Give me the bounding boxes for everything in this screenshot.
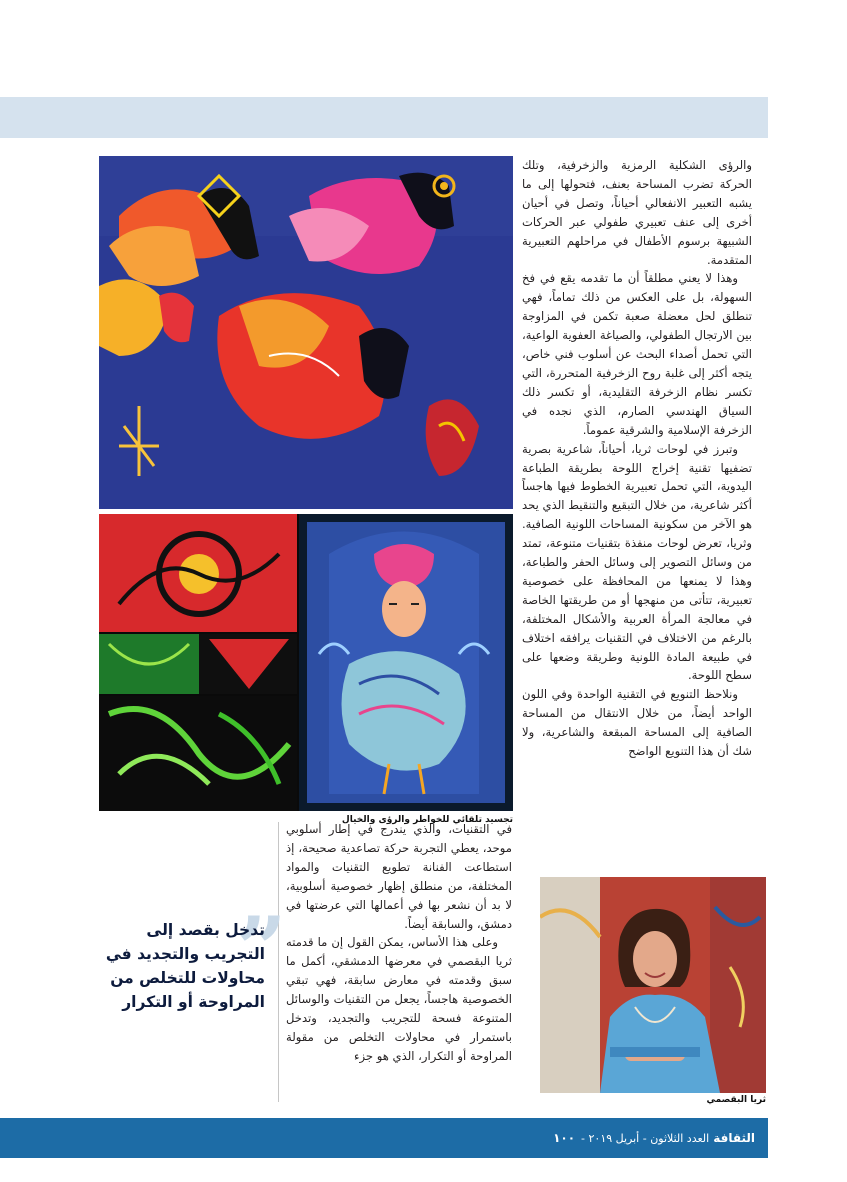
page-number: ١٠٠ xyxy=(553,1131,576,1145)
artwork-caption: تجسيد تلقائي للخواطر والرؤى والخيال xyxy=(341,815,513,825)
artist-photo xyxy=(540,877,766,1093)
photo-caption: ثريا البقصمي xyxy=(706,1095,766,1105)
paragraph: وعلى هذا الأساس، يمكن القول إن ما قدمته ثريا البقصمي في معرضها الدمشقي، أكمل ما سبق وقدمته في معارض سابقة، فهي تبقي الخصوصية هاجساً، يجعل من التقنيات والوسائل المتنوعة فسحة للتجريب والتجديد، وتدخل باستمرار في محاولات التخلص من مقولة المراوحة أو التكرار، الذي هو جزء xyxy=(286,935,512,1063)
paragraph: وهذا لا يعني مطلقاً أن ما تقدمه يقع في فخ السهولة، بل على العكس من ذلك تماماً، فهي تنطلق لحل معضلة صعبة تكمن في المزاوجة بين الارتجال الطفولي، والصياغة العفوية الواعية، التي تحمل أصداء البحث عن أسلوب فني خاص، يتجه أكثر إلى غلبة روح الزخرفية المتحررة، التي تكسر نظام الزخرفة التقليدية، أو تكسر ذلك السياق الهندسي الصارم، الذي نجده في الزخرفة الإسلامية والشرقية عموماً. xyxy=(522,271,752,437)
footer-credit xyxy=(553,1131,755,1145)
header-band xyxy=(0,97,768,138)
pull-quote: تدخل بقصد إلى التجريب والتجديد في محاولات للتخلص من المراوحة أو التكرار xyxy=(105,921,265,1011)
magazine-logo: الثقافة xyxy=(713,1131,755,1145)
article-column-middle xyxy=(286,820,512,1102)
issue-info: العدد الثلاثون - أبريل ٢٠١٩ - xyxy=(581,1132,710,1145)
article-column-right xyxy=(522,156,752,870)
paragraph: والرؤى الشكلية الرمزية والزخرفية، وتلك الحركة تضرب المساحة بعنف، فتحولها إلى ما يشبه التعبير الانفعالي أحياناً، وتصل في أحيان أخرى إلى عنف تعبيري طفولي عبر الحركات الشبيهة برسوم الأطفال في مراحلهم التعبيرية المتقدمة. xyxy=(522,158,752,267)
paragraph: ونلاحظ التنويع في التقنية الواحدة وفي اللون الواحد أيضاً، من خلال الانتقال من المساحة الصافية إلى المساحة المبقعة والشاعرية، ولا شك أن هذا التنويع الواضح xyxy=(522,687,752,759)
paragraph: وتبرز في لوحات ثريا، أحياناً، شاعرية بصرية تضفيها تقنية إخراج اللوحة بطريقة الطباعة اليدوية، التي تحمل تعبيرية الخطوط فيها هاجساً أكثر شاعرية، من خلال التبقيع والتنقيط الذي يحد هو الآخر من سكونية المساحات اللونية الصافية. وثريا، تعرض لوحات منفذة بتقنيات متنوعة، تمتد من وسائل التصوير إلى وسائل الحفر والطباعة، وهذا لا يمنعها من المحافظة على خصوصية تعبيرية، تتأتى من منهجها أو من طريقتها الخاصة في معالجة المرأة العربية والأشكال المختلفة، بالرغم من الاختلاف في التقنيات يرافقه اختلاف في طبيعة المادة اللونية وطريقة وضعها على سطح اللوحة. xyxy=(522,441,752,683)
artwork-birds-painting xyxy=(99,156,513,509)
paragraph: في التقنيات، والذي يندرج في إطار أسلوبي موحد، يعطي التجربة حركة تصاعدية صحيحة، إذ استطاعت الفنانة تطويع التقنيات والمواد المختلفة، من منطلق إظهار خصوصية أسلوبية، لا بد أن نشعر بها في أعمالها التي عرضتها في دمشق، والسابقة أيضاً. xyxy=(286,822,512,931)
quote-mark-icon: ” xyxy=(236,897,287,1001)
artwork-collage-panels xyxy=(99,514,513,811)
